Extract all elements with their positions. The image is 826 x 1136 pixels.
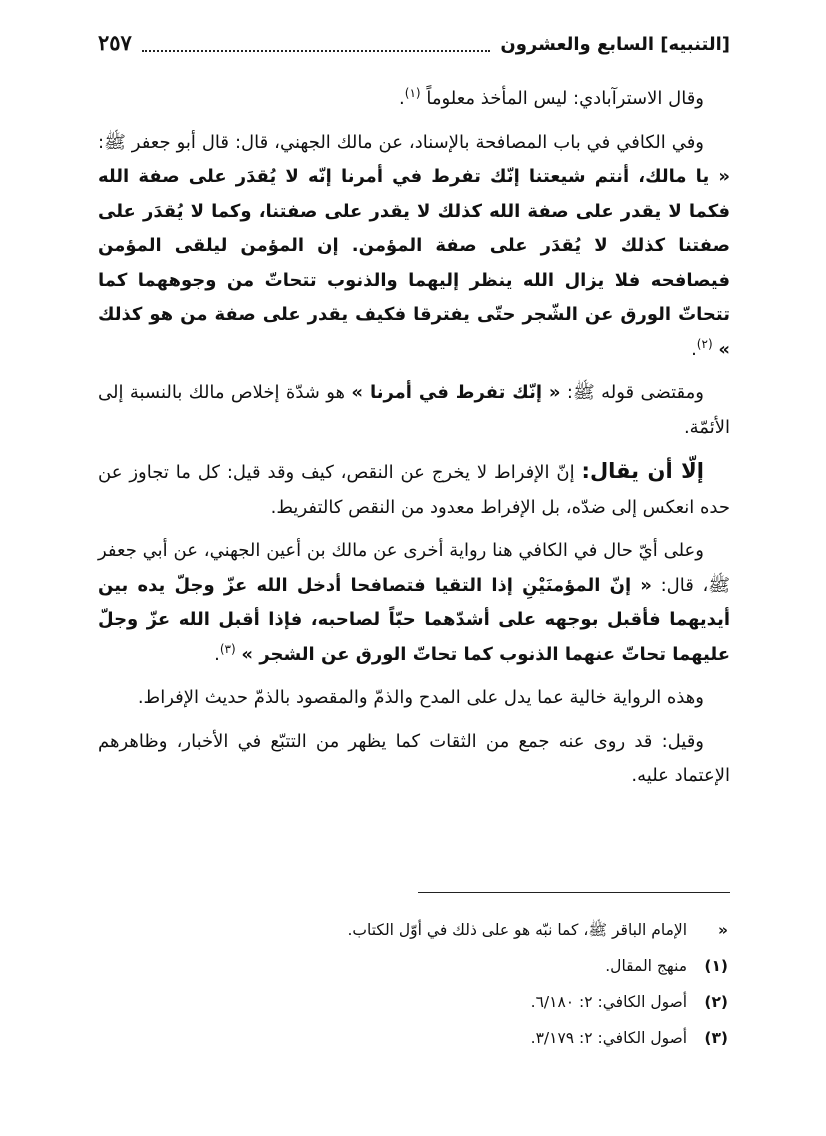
footnote bbox=[98, 948, 730, 984]
sentence-end: . bbox=[214, 643, 220, 665]
paragraph-text: وقال الاسترآبادي: ليس المأخذ معلوماً bbox=[426, 88, 704, 109]
paragraph-5 bbox=[98, 534, 730, 672]
hadith-quote: « يا مالك، أنتم شيعتنا إنّك تفرط في أمرنا إنّه لا يُقدَر على صفة الله فكما لا يقدر على صفة الله كذلك لا يقدر على صفتنا، وكما لا يُقدَر على صفتنا كذلك لا يُقدَر على صفة المؤمن. إن المؤمن ليلقى المؤمن فيصافحه فلا يزال الله ينظر إليهما والذنوب تتحاتّ من وجوههما كما تتحاتّ الورق عن الشّجر حتّى يفترقا فكيف يقدر على صفة من هو كذلك » bbox=[98, 166, 730, 360]
paragraph-1 bbox=[98, 82, 730, 117]
footnote-marker: « bbox=[717, 921, 728, 939]
paragraph-text: إنّ الإفراط لا يخرج عن النقص، كيف وقد قيل: كل ما تجاوز عن حده انعكس إلى ضدّه، بل الإفراط معدود من النقص كالتفريط. bbox=[98, 462, 730, 518]
main-text bbox=[98, 82, 730, 803]
sentence-end: . bbox=[399, 88, 405, 109]
footnote bbox=[98, 1020, 730, 1056]
footnote-ref-3: (٣) bbox=[219, 641, 236, 656]
footnote-text: أصول الكافي: ٢: ٣/١٧٩. bbox=[530, 1029, 688, 1047]
footnote-text: أصول الكافي: ٢: ٦/١٨٠. bbox=[530, 993, 688, 1011]
footnote-separator bbox=[418, 892, 730, 893]
footnote-text: الإمام الباقر ﷺ، كما نبّه هو على ذلك في أوّل الكتاب. bbox=[347, 921, 688, 939]
footnote-marker: (٣) bbox=[704, 1029, 728, 1047]
paragraph-3 bbox=[98, 376, 730, 445]
running-header bbox=[98, 30, 730, 64]
footnote-ref-1: (١) bbox=[404, 86, 421, 100]
paragraph-lead: إلّا أن يقال: bbox=[581, 459, 704, 483]
footnotes bbox=[98, 912, 730, 1056]
footnote-text: منهج المقال. bbox=[605, 957, 688, 975]
paragraph-4 bbox=[98, 454, 730, 525]
footnote-marker: (٢) bbox=[704, 993, 728, 1011]
paragraph-7: وقيل: قد روى عنه جمع من الثقات كما يظهر من التتبّع في الأخبار، وظاهرهم الإعتماد عليه. bbox=[98, 730, 730, 786]
header-title: [التنبيه] السابع والعشرون bbox=[500, 34, 730, 55]
footnote bbox=[98, 984, 730, 1020]
paragraph-6: وهذه الرواية خالية عما يدل على المدح والذمّ والمقصود بالذمّ حديث الإفراط. bbox=[137, 687, 704, 708]
paragraph-intro: وعلى أيّ حال في الكافي هنا رواية أخرى عن مالك بن أعين الجهني، عن أبي جعفر ﷺ، قال: bbox=[98, 540, 730, 596]
paragraph-text: هو شدّة إخلاص مالك بالنسبة إلى الأئمّة. bbox=[98, 382, 730, 438]
paragraph-2 bbox=[98, 126, 730, 368]
paragraph-text: ومقتضى قوله ﷺ: bbox=[566, 382, 704, 403]
hadith-quote: « إنّك تفرط في أمرنا » bbox=[351, 382, 561, 403]
hadith-quote: « إنّ المؤمنَيْنِ إذا التقيا فتصافحا أدخل الله عزّ وجلّ يده بين أيديهما فأقبل بوجهه على أشدّهما حبّاً لصاحبه، فإذا أقبل الله عزّ وجلّ عليهما تحاتّ عنهما الذنوب كما تحاتّ الورق عن الشجر » bbox=[98, 574, 730, 665]
footnote-ref-2: (٢) bbox=[696, 336, 713, 351]
footnote bbox=[98, 912, 730, 948]
page-number: ٢٥٧ bbox=[98, 30, 132, 55]
footnote-marker: (١) bbox=[704, 957, 728, 975]
paragraph-intro: وفي الكافي في باب المصافحة بالإسناد، عن مالك الجهني، قال: قال أبو جعفر ﷺ: bbox=[98, 131, 704, 153]
sentence-end: . bbox=[691, 338, 697, 360]
header-dot-leader bbox=[142, 50, 491, 52]
